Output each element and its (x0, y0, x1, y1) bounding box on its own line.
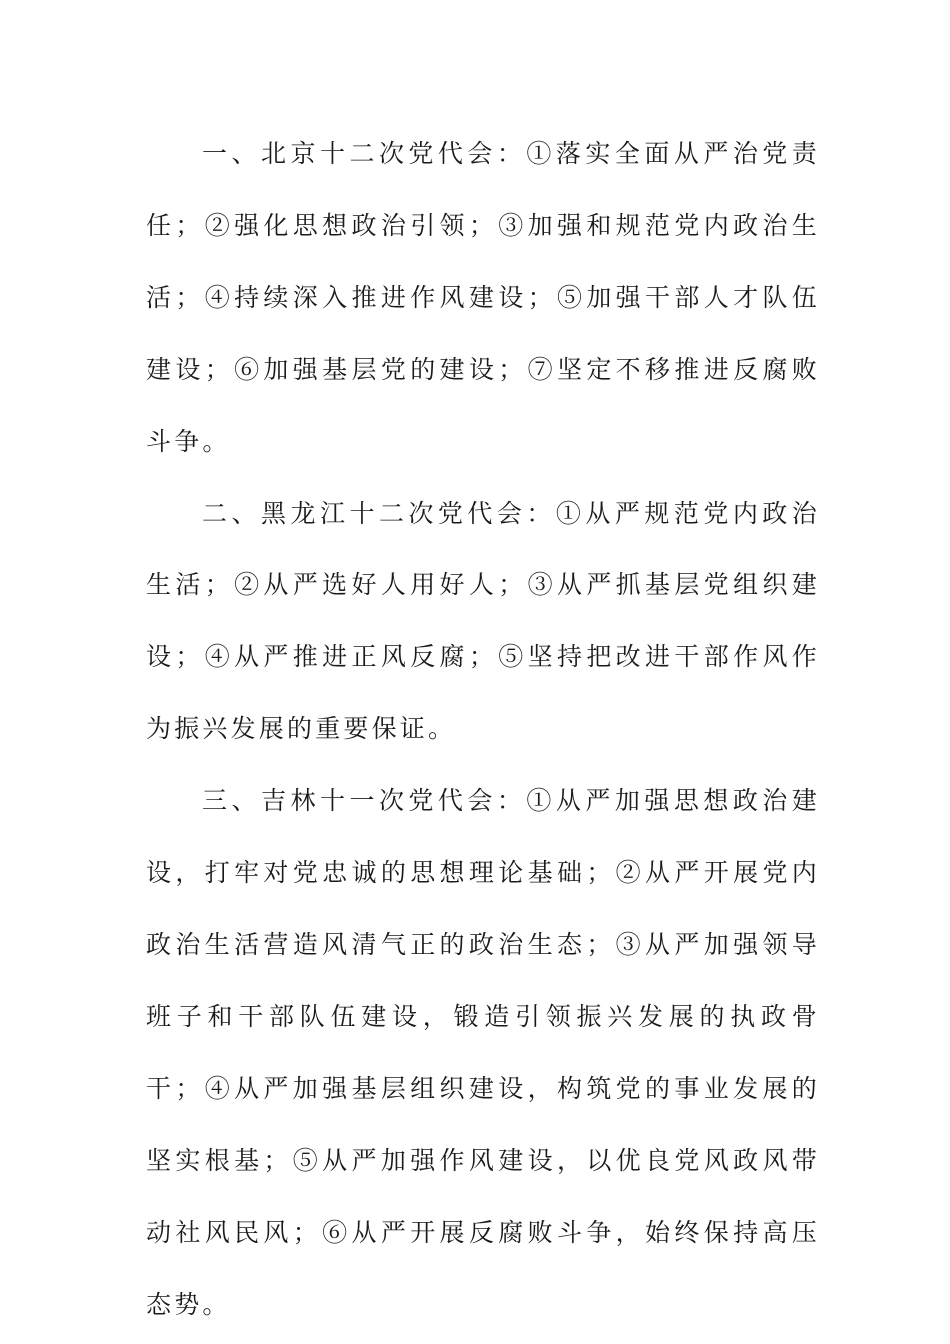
document-page (146, 118, 820, 1340)
paragraph-beijing: 一、北京十二次党代会：①落实全面从严治党责任；②强化思想政治引领；③加强和规范党内政治生活；④持续深入推进作风建设；⑤加强干部人才队伍建设；⑥加强基层党的建设；⑦坚定不移推进反腐败斗争。 (146, 139, 820, 456)
paragraph-jilin: 三、吉林十一次党代会：①从严加强思想政治建设，打牢对党忠诚的思想理论基础；②从严开展党内政治生活营造风清气正的政治生态；③从严加强领导班子和干部队伍建设，锻造引领振兴发展的执政骨干；④从严加强基层组织建设，构筑党的事业发展的坚实根基；⑤从严加强作风建设，以优良党风政风带动社风民风；⑥从严开展反腐败斗争，始终保持高压态势。 (146, 786, 820, 1319)
paragraph-heilongjiang: 二、黑龙江十二次党代会：①从严规范党内政治生活；②从严选好人用好人；③从严抓基层党组织建设；④从严推进正风反腐；⑤坚持把改进干部作风作为振兴发展的重要保证。 (146, 498, 820, 744)
